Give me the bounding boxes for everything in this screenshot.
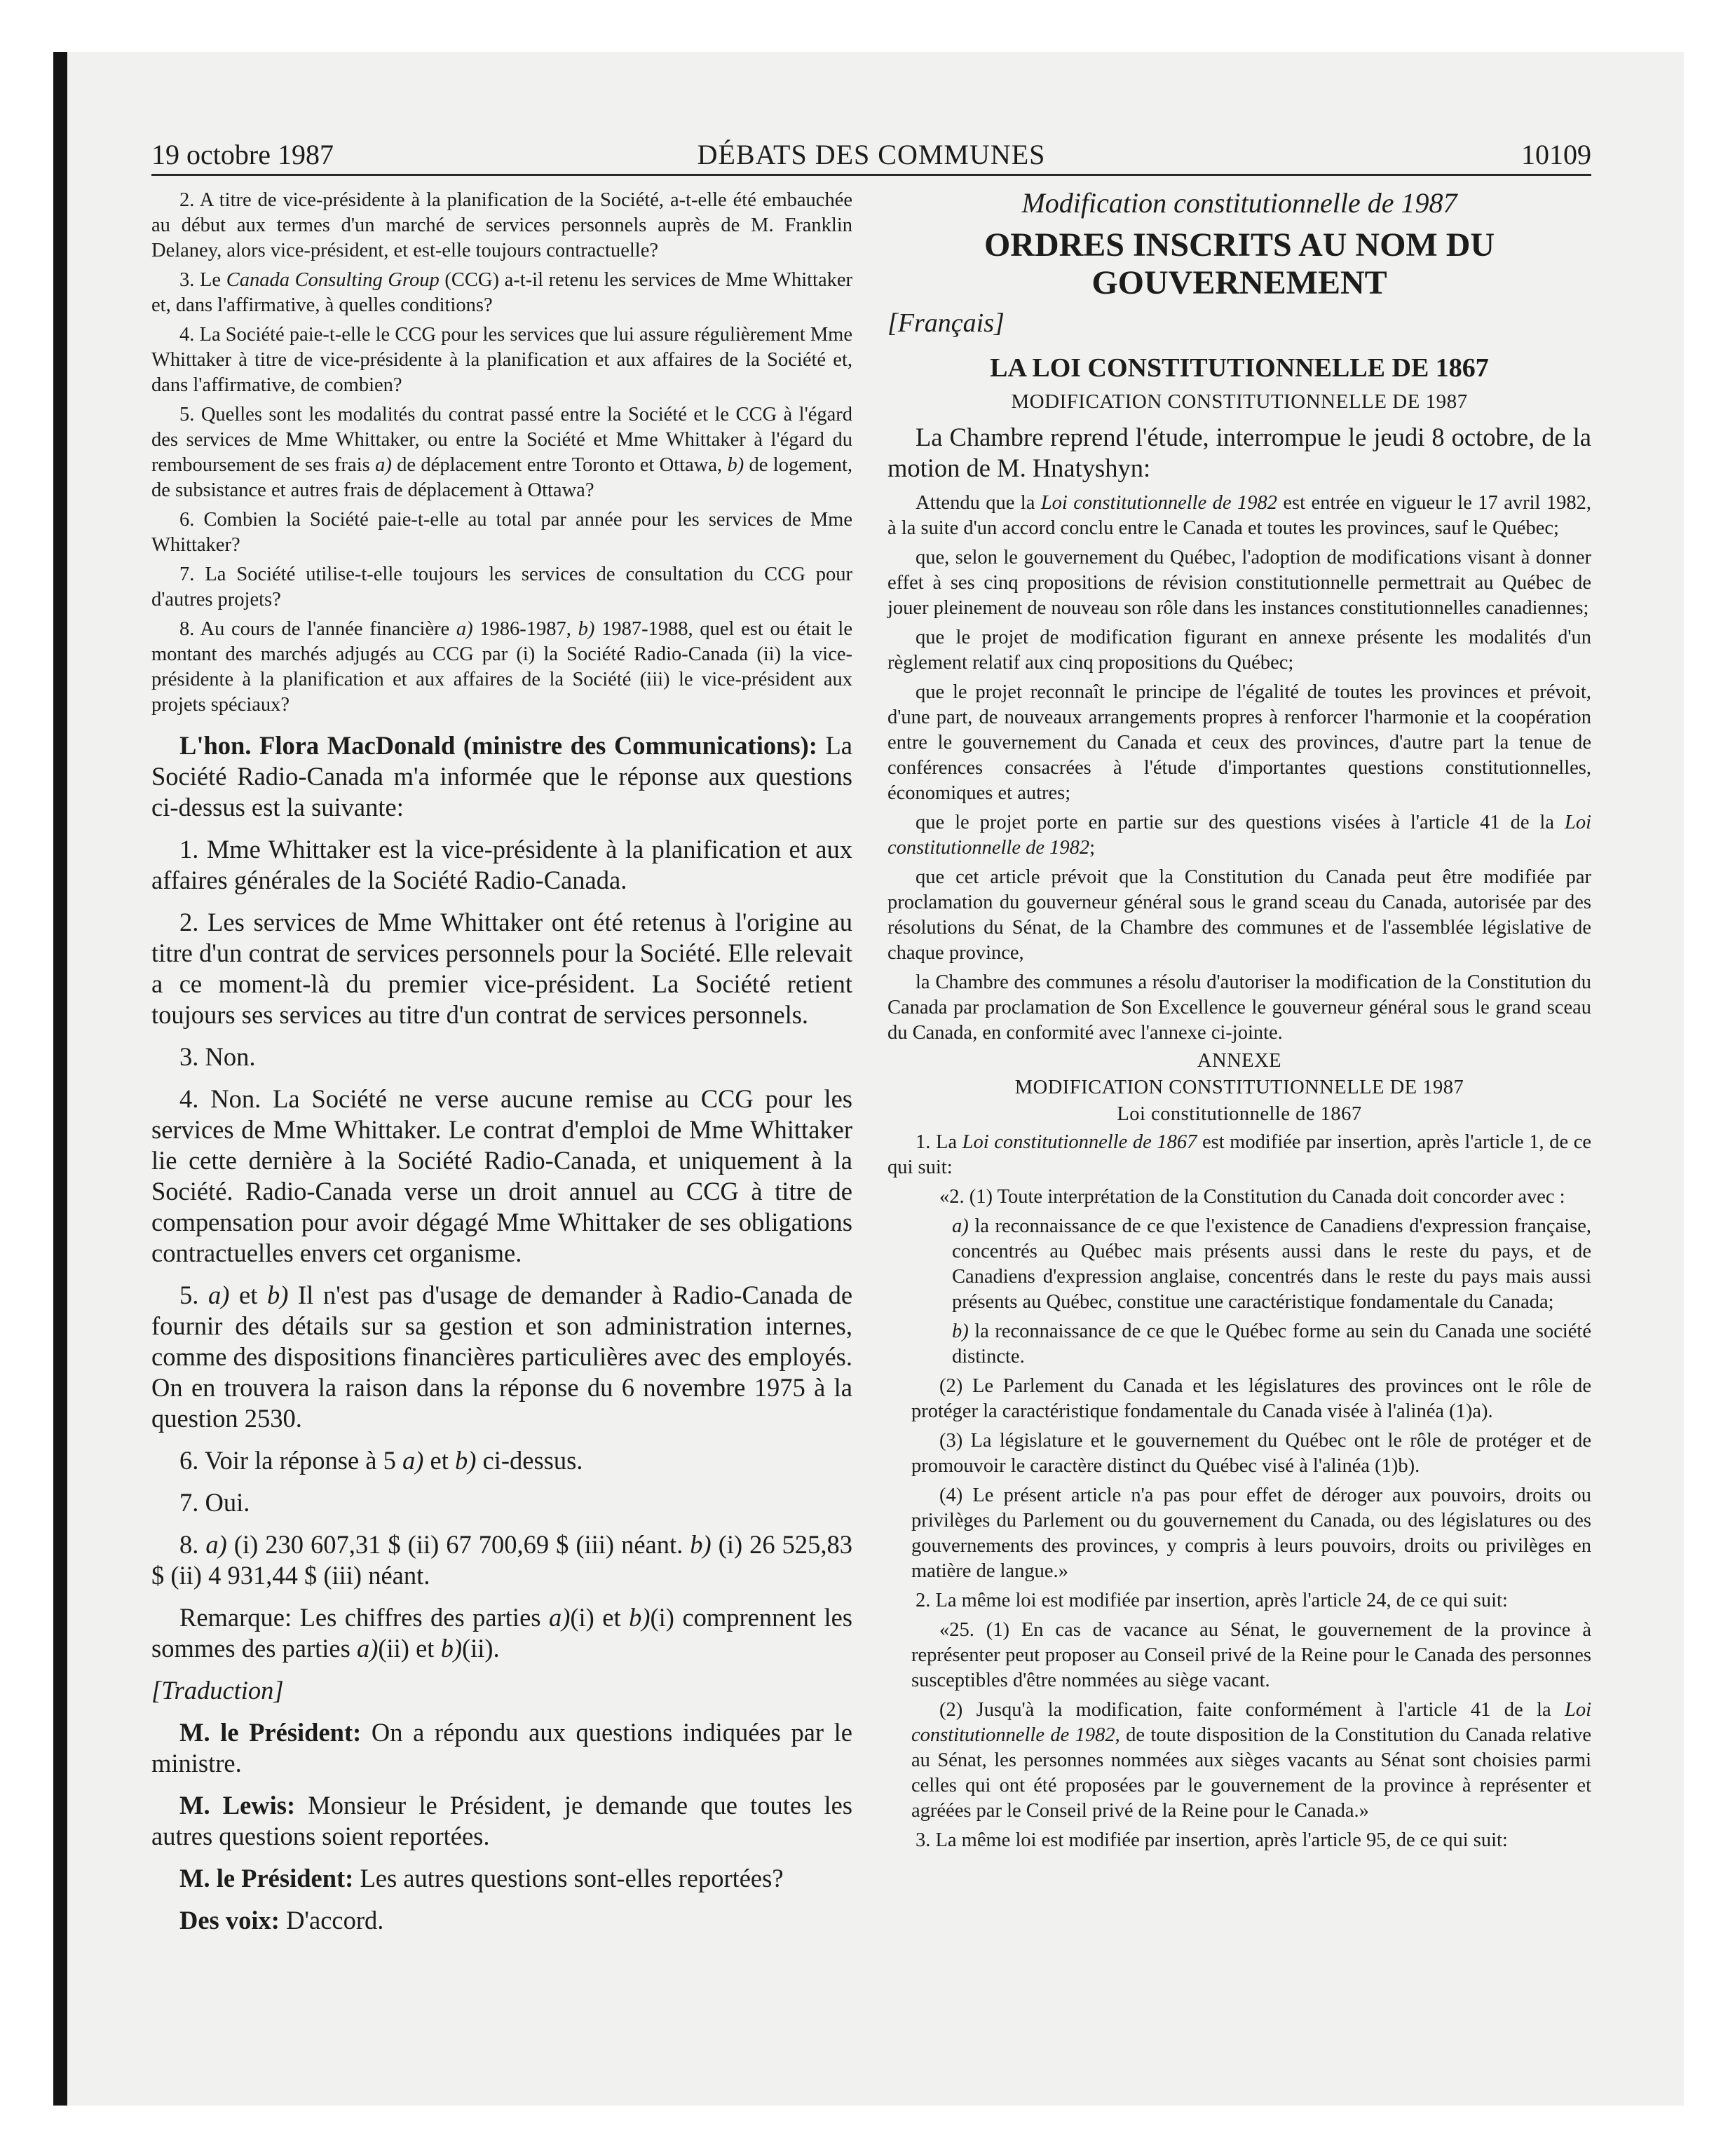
motion-para-7: la Chambre des communes a résolu d'autoriser la modification de la Constitution du Canada par proclamation de Son Excellence le gouverneur général sous le grand sceau du Canada, en conformité avec l'annexe ci-jointe. [887, 971, 1591, 1044]
header-date: 19 octobre 1987 [151, 139, 334, 170]
section-1-clause-2: «2. (1) Toute interprétation de la Constitution du Canada doit concorder avec : [939, 1186, 1565, 1208]
question-3: 3. Le Canada Consulting Group (CCG) a-t-il retenu les services de Mme Whittaker et, dans l'affirmative, à quelles conditions? [151, 269, 852, 316]
section-1-sub-3: (3) La législature et le gouvernement du Québec ont le rôle de protéger et de promouvoir le caractère distinct du Québec visé à l'alinéa (1)b). [911, 1430, 1591, 1477]
motion-para-3: que le projet de modification figurant en annexe présente les modalités d'un règlement relatif aux cinq propositions du Québec; [887, 627, 1591, 674]
act-heading: LA LOI CONSTITUTIONNELLE DE 1867 [990, 353, 1489, 383]
remark: Remarque: Les chiffres des parties a)(i) et b)(i) comprennent les sommes des parties a)(ii) et b)(ii). [151, 1603, 852, 1663]
left-column [151, 188, 852, 1947]
motion-para-4: que le projet reconnaît le principe de l'égalité de toutes les provinces et prévoit, d'une part, de nouveaux arrangements propres à renforcer l'harmonie et la coopération entre le gouvernement du Canada et ceux des provinces, d'autre part la tenue de conférences consacrées à l'étude d'importantes questions constitutionnelles, économiques et autres; [887, 681, 1591, 804]
page-header [151, 137, 1591, 176]
answer-4: 4. Non. La Société ne verse aucune remise au CCG pour les services de Mme Whittaker. Le contrat d'emploi de Mme Whittaker lie cette dernière à la Société Radio-Canada, et uniquement à la Société. Radio-Canada verse un droit annuel au CCG à titre de compensation pour avoir dégagé Mme Whittaker de ses obligations contractuelles envers cet organisme. [151, 1084, 852, 1267]
section-2-clause-25-1: «25. (1) En cas de vacance au Sénat, le gouvernement de la province à représenter peut proposer au Conseil privé de la Reine pour le Canada des personnes susceptibles d'être nommées au siège vacant. [911, 1619, 1591, 1691]
section-2: 2. La même loi est modifiée par insertion, après l'article 24, de ce qui suit: [916, 1590, 1508, 1611]
annex-amendment-heading: MODIFICATION CONSTITUTIONNELLE DE 1987 [1014, 1077, 1464, 1098]
question-7: 7. La Société utilise-t-elle toujours les services de consultation du CCG pour d'autres projets? [151, 564, 852, 610]
translation-tag: [Traduction] [151, 1676, 284, 1705]
section-italic-heading: Modification constitutionnelle de 1987 [1021, 187, 1457, 219]
section-main-heading: ORDRES INSCRITS AU NOM DU GOUVERNEMENT [984, 226, 1495, 301]
annex-act-heading: Loi constitutionnelle de 1867 [1117, 1103, 1362, 1125]
scan-edge [53, 52, 67, 2106]
section-2-clause-25-2: (2) Jusqu'à la modification, faite conformément à l'article 41 de la Loi constitutionnelle de 1982, de toute disposition de la Constitution du Canada relative au Sénat, les personnes nommées aux sièges vacants au Sénat sont choisies parmi celles qui ont été proposées par le gouvernement de la province à représenter et agréées par le Conseil privé de la Reine pour le Canada.» [911, 1699, 1591, 1822]
answer-3: 3. Non. [179, 1042, 256, 1071]
annex-heading: ANNEXE [1197, 1050, 1282, 1072]
speech-lewis: M. Lewis: Monsieur le Président, je demande que toutes les autres questions soient reportées. [151, 1791, 852, 1850]
answer-1: 1. Mme Whittaker est la vice-présidente à la planification et aux affaires générales de la Société Radio-Canada. [151, 835, 852, 894]
question-6: 6. Combien la Société paie-t-elle au total par année pour les services de Mme Whittaker? [151, 509, 852, 556]
motion-para-1: Attendu que la Loi constitutionnelle de 1982 est entrée en vigueur le 17 avril 1982, à la suite d'un accord conclu entre le Canada et toutes les provinces, sauf le Québec; [887, 492, 1591, 539]
resumption-text: La Chambre reprend l'étude, interrompue le jeudi 8 octobre, de la motion de M. Hnatyshyn: [887, 423, 1591, 482]
answer-6: 6. Voir la réponse à 5 a) et b) ci-dessus. [179, 1446, 583, 1475]
motion-para-2: que, selon le gouvernement du Québec, l'adoption de modifications visant à donner effet à ses cinq propositions de révision constitutionnelle permettrait au Québec de jouer pleinement de nouveau son rôle dans les instances constitutionnelles canadiennes; [887, 547, 1591, 619]
question-2: 2. A titre de vice-présidente à la planification de la Société, a-t-elle été embauchée au début aux termes d'un marché de services personnels auprès de M. Franklin Delaney, alors vice-président, et est-elle toujours contractuelle? [151, 189, 852, 261]
question-8: 8. Au cours de l'année financière a) 1986-1987, b) 1987-1988, quel est ou était le montant des marchés adjugés au CCG par (i) la Société Radio-Canada (ii) la vice-présidente à la planification et aux affaires de la Société (iii) le vice-président aux projets spéciaux? [151, 618, 853, 716]
amendment-heading: MODIFICATION CONSTITUTIONNELLE DE 1987 [1011, 390, 1468, 413]
section-1: 1. La Loi constitutionnelle de 1867 est modifiée par insertion, après l'article 1, de ce qui suit: [887, 1131, 1591, 1178]
question-4: 4. La Société paie-t-elle le CCG pour les services que lui assure régulièrement Mme Whittaker à titre de vice-présidente à la planification et aux affaires de la Société et, dans l'affirmative, de combien? [151, 324, 852, 396]
answer-7: 7. Oui. [179, 1488, 250, 1517]
question-5: 5. Quelles sont les modalités du contrat passé entre la Société et le CCG à l'égard des services de Mme Whittaker, ou entre la Société et Mme Whittaker à l'égard du remboursement de ses frais a) de déplacement entre Toronto et Ottawa, b) de logement, de subsistance et autres frais de déplacement à Ottawa? [151, 404, 852, 501]
section-1-sub-4: (4) Le présent article n'a pas pour effet de déroger aux pouvoirs, droits ou privilèges du Parlement ou du gouvernement du Canada, ou des législatures ou des gouvernements des provinces, y compris à leurs pouvoirs, droits ou privilèges en matière de langue.» [911, 1485, 1591, 1582]
header-title: DÉBATS DES COMMUNES [697, 139, 1046, 170]
language-tag: [Français] [887, 308, 1005, 338]
section-1-para-b: b) la reconnaissance de ce que le Québec forme au sein du Canada une société distincte. [952, 1321, 1591, 1367]
answer-intro: L'hon. Flora MacDonald (ministre des Communications): La Société Radio-Canada m'a informée que le réponse aux questions ci-dessus est la suivante: [151, 731, 852, 821]
section-1-para-a: a) la reconnaissance de ce que l'existence de Canadiens d'expression française, concentrés au Québec mais présents aussi dans le reste du pays, et de Canadiens d'expression anglaise, concentrés dans le reste du pays mais aussi présents au Québec, constitue une caractéristique fondamentale du Canada; [952, 1215, 1591, 1313]
speech-voices: Des voix: D'accord. [179, 1906, 384, 1935]
section-3: 3. La même loi est modifiée par insertion, après l'article 95, de ce qui suit: [916, 1829, 1508, 1851]
header-page-number: 10109 [1521, 139, 1591, 170]
section-1-sub-2: (2) Le Parlement du Canada et les législatures des provinces ont le rôle de protéger la caractéristique fondamentale du Canada visée à l'alinéa (1)a). [911, 1375, 1591, 1422]
speech-president-2: M. le Président: Les autres questions sont-elles reportées? [179, 1864, 784, 1892]
speech-president-1: M. le Président: On a répondu aux questions indiquées par le ministre. [151, 1718, 852, 1778]
answer-8: 8. a) (i) 230 607,31 $ (ii) 67 700,69 $ (iii) néant. b) (i) 26 525,83 $ (ii) 4 931,44 $ (iii) néant. [151, 1530, 853, 1590]
answer-2: 2. Les services de Mme Whittaker ont été retenus à l'origine au titre d'un contrat de services personnels pour la Société. Elle relevait a ce moment-là du premier vice-président. La Société retient toujours ses services au titre d'un contrat de services personnels. [151, 908, 852, 1029]
answer-5: 5. a) et b) Il n'est pas d'usage de demander à Radio-Canada de fournir des détails sur sa gestion et son administration internes, comme des dispositions financières particulières avec des employés. On en trouvera la raison dans la réponse du 6 novembre 1975 à la question 2530. [151, 1281, 853, 1433]
right-column [887, 188, 1591, 1857]
motion-para-5: que le projet porte en partie sur des questions visées à l'article 41 de la Loi constitutionnelle de 1982; [887, 812, 1591, 859]
motion-para-6: que cet article prévoit que la Constitution du Canada peut être modifiée par proclamation du gouverneur général sous le grand sceau du Canada, autorisée par des résolutions du Sénat, de la Chambre des communes et de l'assemblée législative de chaque province, [887, 866, 1591, 964]
